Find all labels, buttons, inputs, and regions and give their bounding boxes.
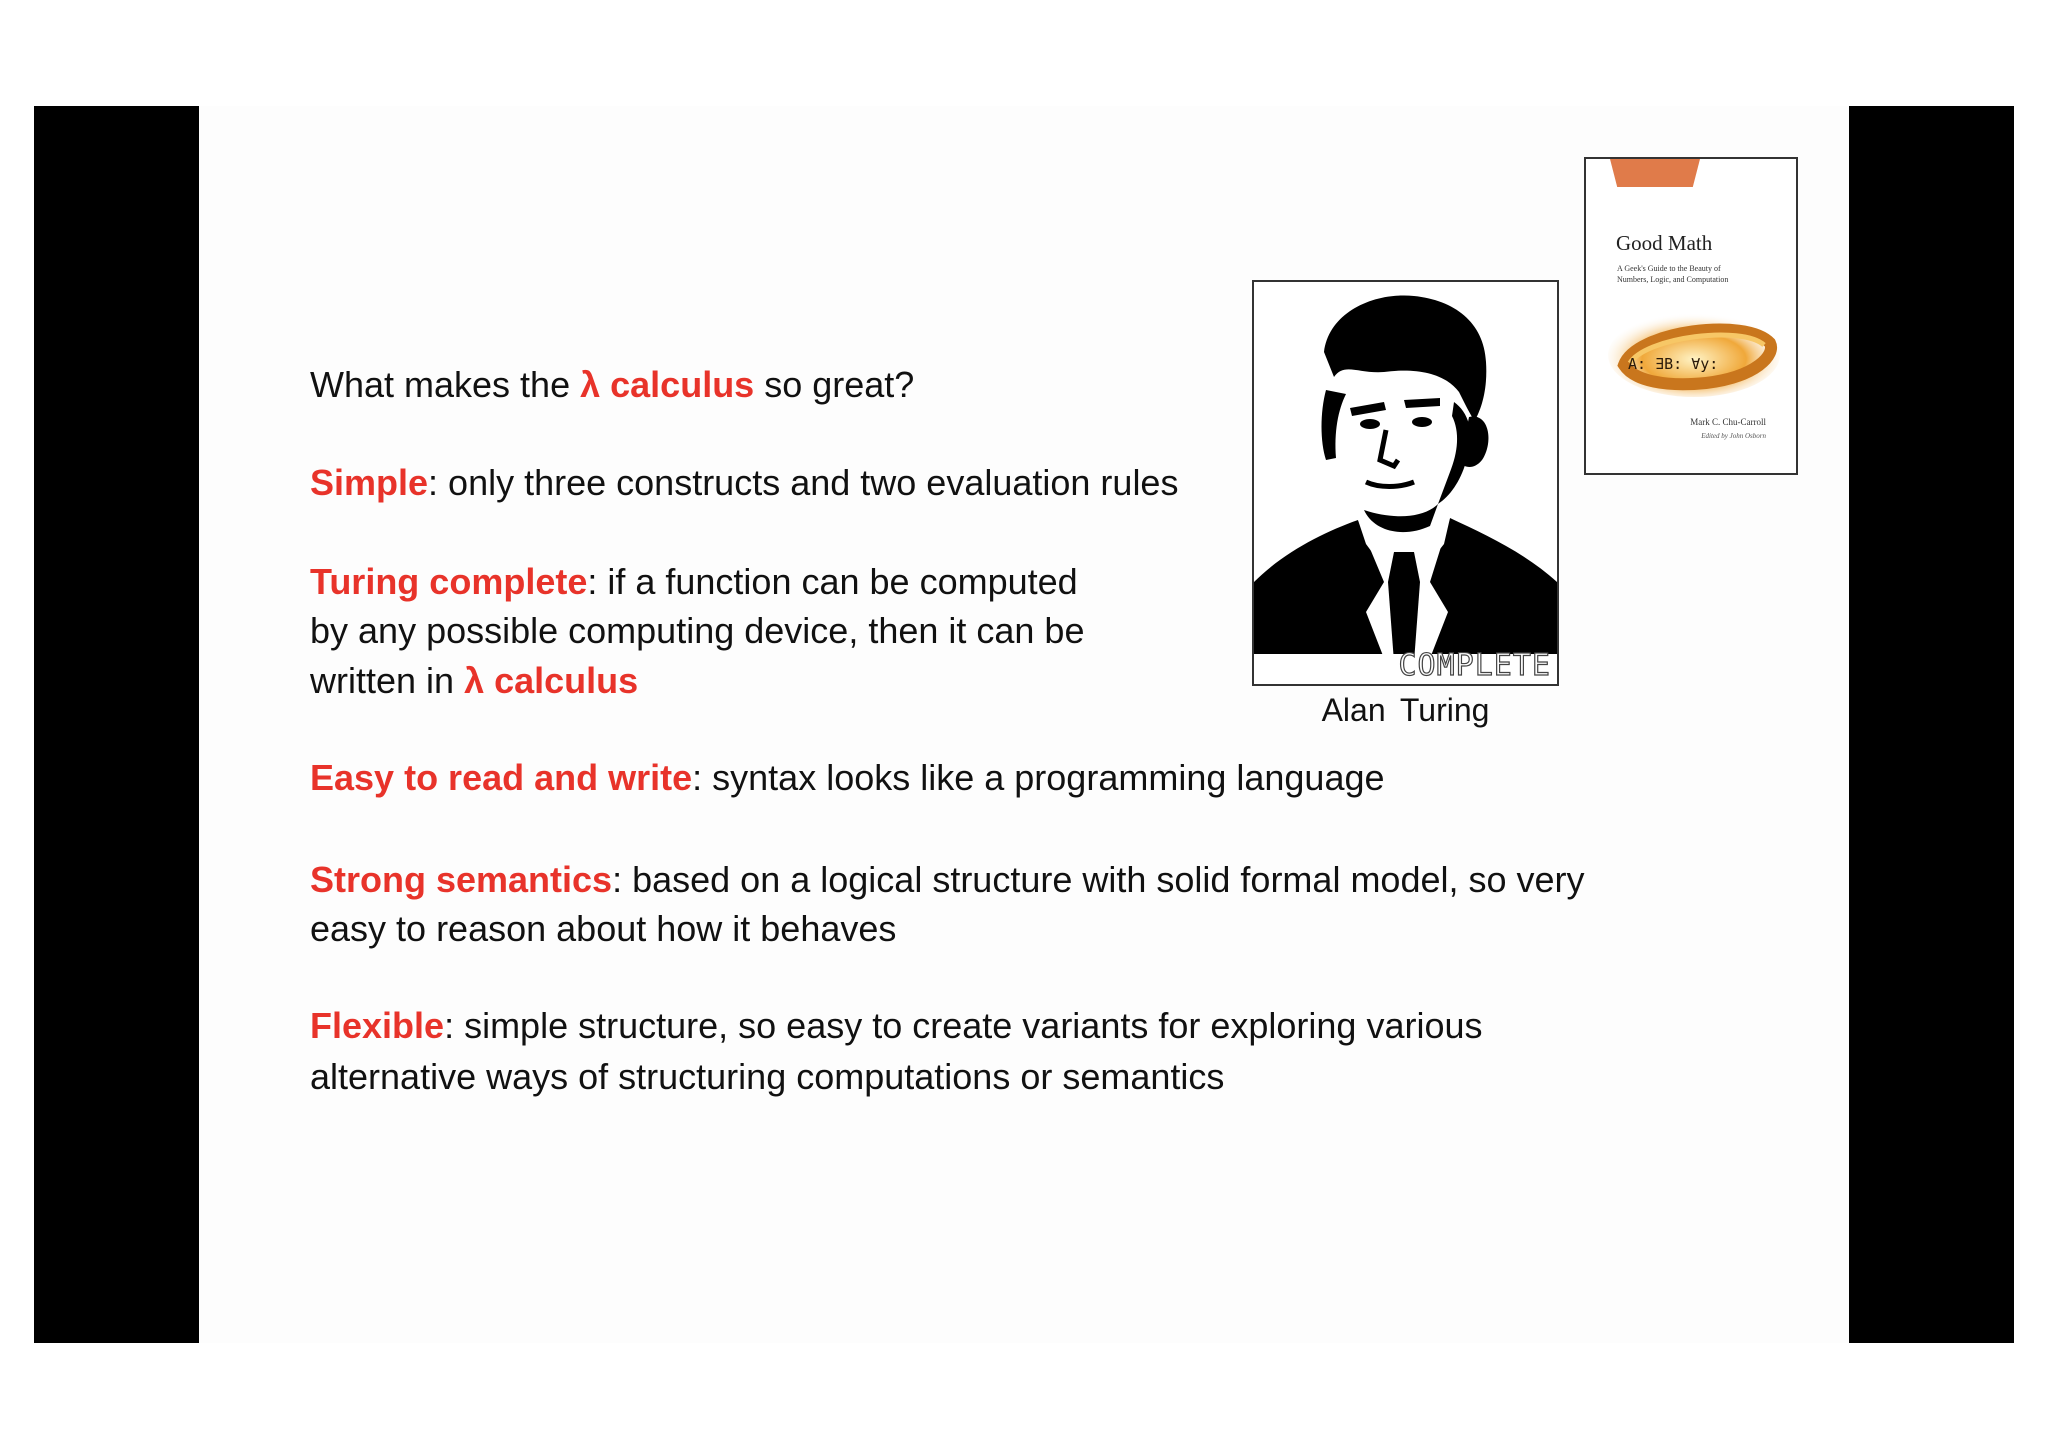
point-simple: Simple: only three constructs and two evaluation rules [310, 462, 1179, 503]
point-strong-semantics-line2: easy to reason about how it behaves [310, 908, 897, 949]
point-flexible: Flexible: simple structure, so easy to create variants for exploring various [310, 1005, 1483, 1046]
lambda-calculus-highlight: λ calculus [580, 364, 755, 405]
point-term: Strong semantics [310, 859, 613, 900]
book-author: Mark C. Chu-Carroll [1690, 417, 1766, 427]
complete-stamp: COMPLETE [1398, 648, 1551, 683]
portrait-caption: Alan Turing [1321, 692, 1490, 728]
good-math-book-cover [1584, 157, 1798, 475]
point-term: Flexible [310, 1005, 445, 1046]
book-editor: Edited by John Osborn [1701, 432, 1766, 440]
book-title: Good Math [1616, 231, 1713, 255]
point-turing-complete-line2: by any possible computing device, then it can be [310, 610, 1085, 651]
turing-silhouette [1254, 282, 1557, 684]
point-strong-semantics: Strong semantics: based on a logical structure with solid formal model, so very [310, 859, 1585, 900]
point-easy-to-read: Easy to read and write: syntax looks like a programming language [310, 757, 1385, 798]
publisher-logo [1610, 159, 1700, 187]
letterbox-left [34, 106, 199, 1343]
point-term: Easy to read and write [310, 757, 693, 798]
point-term: Turing complete [310, 561, 588, 602]
alan-turing-portrait [1252, 280, 1559, 686]
point-flexible-line2: alternative ways of structuring computations or semantics [310, 1056, 1225, 1097]
intro-question: What makes the λ calculus so great? [310, 364, 915, 405]
lambda-calculus-highlight: λ calculus [464, 660, 639, 701]
ring-text: A: ∃B: ∀y: [1628, 355, 1719, 373]
point-turing-complete-line3: written in λ calculus [310, 660, 639, 701]
point-term: Simple [310, 462, 429, 503]
point-turing-complete: Turing complete: if a function can be computed [310, 561, 1078, 602]
letterbox-right [1849, 106, 2014, 1343]
book-subtitle: A Geek's Guide to the Beauty of Numbers, Logic, and Computation [1617, 264, 1729, 284]
mobius-ring-icon [1606, 307, 1782, 397]
